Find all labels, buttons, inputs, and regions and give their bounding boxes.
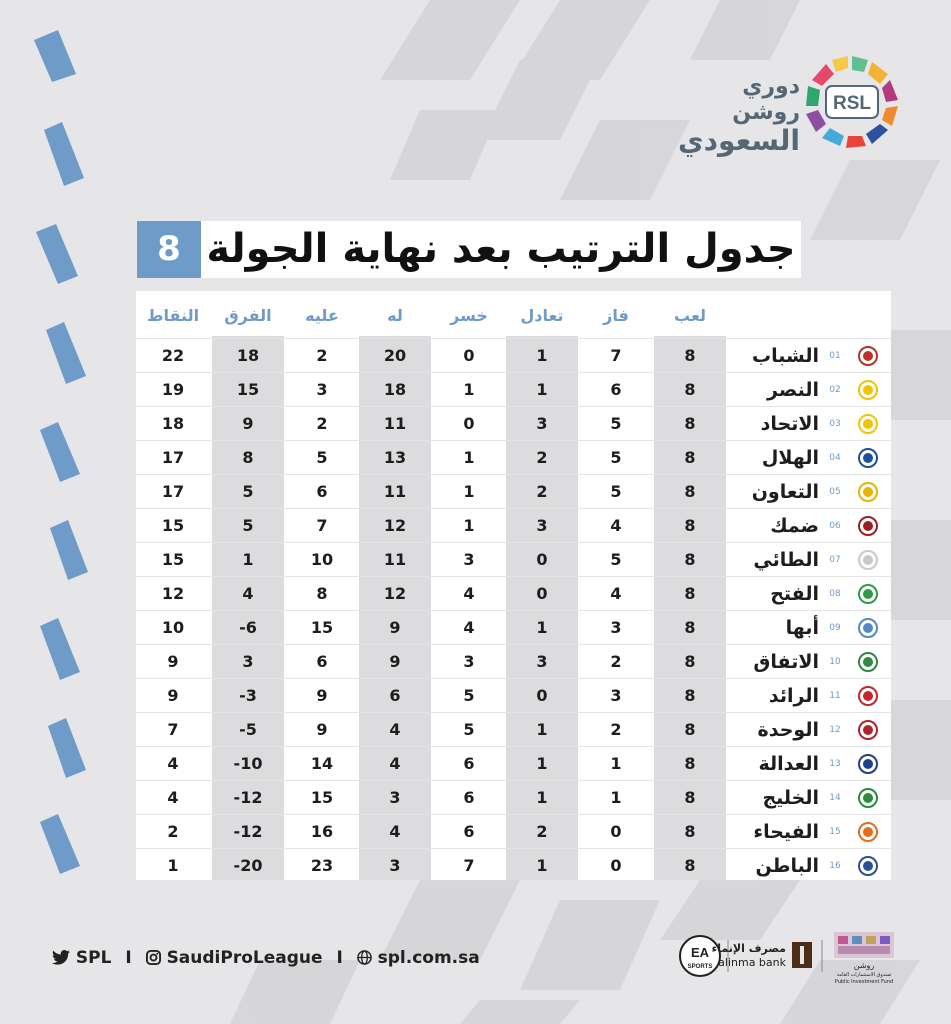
cell-points: 9	[167, 652, 179, 671]
cell-lost: 1	[463, 482, 475, 501]
cell-for: 4	[389, 822, 401, 841]
table-row	[136, 542, 891, 577]
team-crest-icon	[858, 414, 878, 434]
twitter-icon	[52, 950, 70, 965]
cell-for: 11	[383, 482, 407, 501]
cell-drawn: 1	[536, 754, 548, 773]
cell-won: 5	[610, 414, 622, 433]
team-name: الرائد	[768, 685, 819, 707]
header-drawn: تعادل	[520, 306, 564, 325]
team-crest-icon	[858, 822, 878, 842]
cell-drawn: 1	[536, 720, 548, 739]
cell-points: 7	[167, 720, 179, 739]
cell-against: 5	[316, 448, 328, 467]
cell-diff: -10	[233, 754, 263, 773]
cell-drawn: 0	[536, 550, 548, 569]
team-crest-icon	[858, 652, 878, 672]
cell-diff: -12	[233, 788, 263, 807]
table-row	[136, 678, 891, 713]
cell-diff: 5	[242, 516, 254, 535]
cell-for: 3	[389, 788, 401, 807]
cell-for: 9	[389, 618, 401, 637]
table-row	[136, 610, 891, 645]
team-crest-icon	[858, 686, 878, 706]
cell-drawn: 0	[536, 686, 548, 705]
team-name: ضمك	[770, 515, 819, 537]
cell-won: 5	[610, 482, 622, 501]
cell-drawn: 3	[536, 652, 548, 671]
cell-against: 7	[316, 516, 328, 535]
cell-played: 8	[684, 652, 696, 671]
cell-played: 8	[684, 414, 696, 433]
cell-points: 1	[167, 856, 179, 875]
team-name: الفتح	[770, 583, 819, 605]
cell-drawn: 3	[536, 516, 548, 535]
cell-diff: 18	[236, 346, 260, 365]
league-name-line1: دوري روشن	[732, 74, 800, 125]
cell-against: 6	[316, 482, 328, 501]
team-crest-icon	[858, 346, 878, 366]
cell-for: 6	[389, 686, 401, 705]
social-links	[52, 946, 480, 970]
header-against: عليه	[305, 306, 339, 325]
instagram-icon	[146, 950, 161, 965]
rank-number: 01	[829, 351, 841, 361]
cell-lost: 0	[463, 346, 475, 365]
rank-number: 11	[829, 691, 841, 701]
cell-against: 15	[310, 618, 334, 637]
team-name: الباطن	[755, 855, 819, 877]
cell-played: 8	[684, 380, 696, 399]
cell-against: 15	[310, 788, 334, 807]
cell-played: 8	[684, 482, 696, 501]
cell-lost: 1	[463, 448, 475, 467]
team-name: الطائي	[753, 549, 819, 571]
header-points: النقاط	[146, 306, 200, 325]
table-row	[136, 780, 891, 815]
team-crest-icon	[858, 448, 878, 468]
header-diff: الفرق	[224, 306, 272, 325]
cell-played: 8	[684, 856, 696, 875]
cell-against: 6	[316, 652, 328, 671]
cell-drawn: 1	[536, 346, 548, 365]
team-crest-icon	[858, 754, 878, 774]
league-name-line2: السعودي	[678, 124, 800, 157]
header-for: له	[387, 306, 403, 325]
alinma-ar-text: مصرف الإنماء	[711, 942, 786, 955]
cell-points: 4	[167, 754, 179, 773]
rank-number: 07	[829, 555, 841, 565]
cell-diff: -3	[239, 686, 257, 705]
rank-number: 04	[829, 453, 841, 463]
rank-number: 12	[829, 725, 841, 735]
cell-diff: 8	[242, 448, 254, 467]
alinma-en-text: alinma bank	[718, 956, 786, 969]
cell-lost: 4	[463, 618, 475, 637]
pif-logo	[834, 932, 894, 985]
twitter-handle: SPL	[75, 948, 112, 968]
table-row	[136, 406, 891, 441]
cell-for: 12	[383, 584, 407, 603]
table-row	[136, 474, 891, 509]
cell-points: 18	[161, 414, 185, 433]
header-lost: خسر	[450, 306, 488, 325]
cell-played: 8	[684, 516, 696, 535]
cell-points: 15	[161, 550, 185, 569]
cell-won: 6	[610, 380, 622, 399]
cell-played: 8	[684, 448, 696, 467]
cell-won: 4	[610, 516, 622, 535]
cell-diff: 5	[242, 482, 254, 501]
cell-drawn: 2	[536, 822, 548, 841]
cell-against: 9	[316, 720, 328, 739]
cell-points: 4	[167, 788, 179, 807]
pif-ar-text: روشن	[853, 961, 875, 970]
cell-for: 18	[383, 380, 407, 399]
rank-number: 05	[829, 487, 841, 497]
cell-points: 12	[161, 584, 185, 603]
cell-against: 10	[310, 550, 334, 569]
cell-diff: 4	[242, 584, 254, 603]
pif-sub-en-text: Public Investment Fund	[834, 979, 894, 985]
cell-drawn: 0	[536, 584, 548, 603]
cell-points: 9	[167, 686, 179, 705]
table-row	[136, 440, 891, 475]
table-row	[136, 508, 891, 543]
cell-for: 13	[383, 448, 407, 467]
cell-diff: 15	[236, 380, 260, 399]
separator: I	[336, 948, 343, 968]
ea-sub-text: SPORTS	[687, 964, 713, 970]
rsl-emblem-icon	[802, 52, 902, 152]
table-row	[136, 372, 891, 407]
cell-points: 17	[161, 482, 185, 501]
team-crest-icon	[858, 856, 878, 876]
cell-won: 4	[610, 584, 622, 603]
team-crest-icon	[858, 516, 878, 536]
cell-won: 5	[610, 550, 622, 569]
team-name: العدالة	[758, 753, 819, 775]
rank-number: 10	[829, 657, 841, 667]
cell-for: 3	[389, 856, 401, 875]
cell-against: 2	[316, 346, 328, 365]
sponsor-logos	[676, 930, 906, 986]
website-link[interactable]	[357, 946, 480, 970]
team-crest-icon	[858, 788, 878, 808]
cell-lost: 6	[463, 754, 475, 773]
team-crest-icon	[858, 482, 878, 502]
table-row	[136, 814, 891, 849]
cell-lost: 5	[463, 720, 475, 739]
cell-won: 0	[610, 822, 622, 841]
cell-lost: 6	[463, 788, 475, 807]
cell-won: 2	[610, 720, 622, 739]
rank-number: 15	[829, 827, 841, 837]
cell-points: 2	[167, 822, 179, 841]
rank-number: 03	[829, 419, 841, 429]
cell-lost: 4	[463, 584, 475, 603]
cell-points: 19	[161, 380, 185, 399]
cell-against: 23	[310, 856, 334, 875]
cell-drawn: 2	[536, 448, 548, 467]
header-played: لعب	[674, 306, 706, 325]
cell-won: 3	[610, 618, 622, 637]
cell-played: 8	[684, 550, 696, 569]
league-logo	[678, 52, 910, 162]
cell-lost: 1	[463, 516, 475, 535]
cell-points: 15	[161, 516, 185, 535]
team-name: الشباب	[752, 345, 819, 367]
website-url: spl.com.sa	[377, 948, 480, 968]
cell-won: 0	[610, 856, 622, 875]
team-name: الاتحاد	[760, 413, 819, 435]
team-name: التعاون	[751, 481, 819, 503]
page-title: جدول الترتيب بعد نهاية الجولة	[201, 221, 801, 278]
cell-played: 8	[684, 788, 696, 807]
cell-for: 4	[389, 720, 401, 739]
cell-lost: 5	[463, 686, 475, 705]
cell-against: 14	[310, 754, 334, 773]
cell-played: 8	[684, 754, 696, 773]
league-name	[678, 74, 800, 156]
cell-points: 10	[161, 618, 185, 637]
team-name: النصر	[767, 379, 819, 401]
standings-table	[136, 291, 891, 880]
team-name: الهلال	[761, 447, 819, 469]
table-row	[136, 746, 891, 781]
team-name: الاتفاق	[753, 651, 819, 673]
cell-drawn: 1	[536, 618, 548, 637]
cell-lost: 1	[463, 380, 475, 399]
team-name: الوحدة	[757, 719, 819, 741]
cell-diff: -5	[239, 720, 257, 739]
team-name: الفيحاء	[753, 821, 819, 843]
cell-played: 8	[684, 618, 696, 637]
instagram-link[interactable]	[146, 946, 323, 970]
cell-played: 8	[684, 686, 696, 705]
cell-drawn: 3	[536, 414, 548, 433]
cell-drawn: 1	[536, 380, 548, 399]
alinma-bank-logo	[712, 942, 812, 969]
rank-number: 08	[829, 589, 841, 599]
cell-diff: 1	[242, 550, 254, 569]
cell-won: 1	[610, 788, 622, 807]
cell-against: 2	[316, 414, 328, 433]
cell-for: 9	[389, 652, 401, 671]
cell-for: 12	[383, 516, 407, 535]
team-crest-icon	[858, 550, 878, 570]
cell-played: 8	[684, 720, 696, 739]
header-won: فاز	[603, 306, 629, 325]
cell-lost: 0	[463, 414, 475, 433]
emblem-text: RSL	[833, 93, 871, 114]
cell-for: 20	[383, 346, 407, 365]
cell-diff: -12	[233, 822, 263, 841]
team-crest-icon	[858, 584, 878, 604]
team-name: الخليج	[762, 787, 819, 809]
cell-drawn: 2	[536, 482, 548, 501]
table-row	[136, 576, 891, 611]
cell-for: 11	[383, 550, 407, 569]
table-row	[136, 644, 891, 679]
cell-against: 9	[316, 686, 328, 705]
cell-played: 8	[684, 346, 696, 365]
cell-drawn: 1	[536, 856, 548, 875]
table-row	[136, 338, 891, 373]
table-row	[136, 712, 891, 747]
rank-number: 09	[829, 623, 841, 633]
rank-number: 02	[829, 385, 841, 395]
team-crest-icon	[858, 720, 878, 740]
table-row	[136, 848, 891, 883]
team-crest-icon	[858, 380, 878, 400]
rank-number: 14	[829, 793, 841, 803]
cell-drawn: 1	[536, 788, 548, 807]
cell-lost: 3	[463, 550, 475, 569]
globe-icon	[357, 950, 372, 965]
cell-for: 4	[389, 754, 401, 773]
twitter-link[interactable]	[52, 946, 111, 970]
pif-sub-ar-text: صندوق الاستثمارات العامة	[836, 972, 892, 978]
cell-lost: 3	[463, 652, 475, 671]
rank-number: 13	[829, 759, 841, 769]
separator: I	[125, 948, 132, 968]
cell-won: 7	[610, 346, 622, 365]
cell-lost: 6	[463, 822, 475, 841]
instagram-handle: SaudiProLeague	[166, 948, 323, 968]
cell-against: 8	[316, 584, 328, 603]
ea-text: EA	[690, 945, 710, 960]
cell-played: 8	[684, 822, 696, 841]
rank-number: 06	[829, 521, 841, 531]
cell-diff: -6	[239, 618, 257, 637]
cell-points: 22	[161, 346, 185, 365]
cell-diff: 3	[242, 652, 254, 671]
cell-diff: 9	[242, 414, 254, 433]
cell-against: 16	[310, 822, 334, 841]
cell-played: 8	[684, 584, 696, 603]
cell-won: 3	[610, 686, 622, 705]
cell-points: 17	[161, 448, 185, 467]
rank-number: 16	[829, 861, 841, 871]
cell-diff: -20	[233, 856, 263, 875]
cell-won: 2	[610, 652, 622, 671]
cell-won: 1	[610, 754, 622, 773]
cell-lost: 7	[463, 856, 475, 875]
cell-won: 5	[610, 448, 622, 467]
round-number-badge: 8	[137, 221, 201, 278]
cell-for: 11	[383, 414, 407, 433]
team-name: أبها	[785, 617, 819, 639]
cell-against: 3	[316, 380, 328, 399]
team-crest-icon	[858, 618, 878, 638]
